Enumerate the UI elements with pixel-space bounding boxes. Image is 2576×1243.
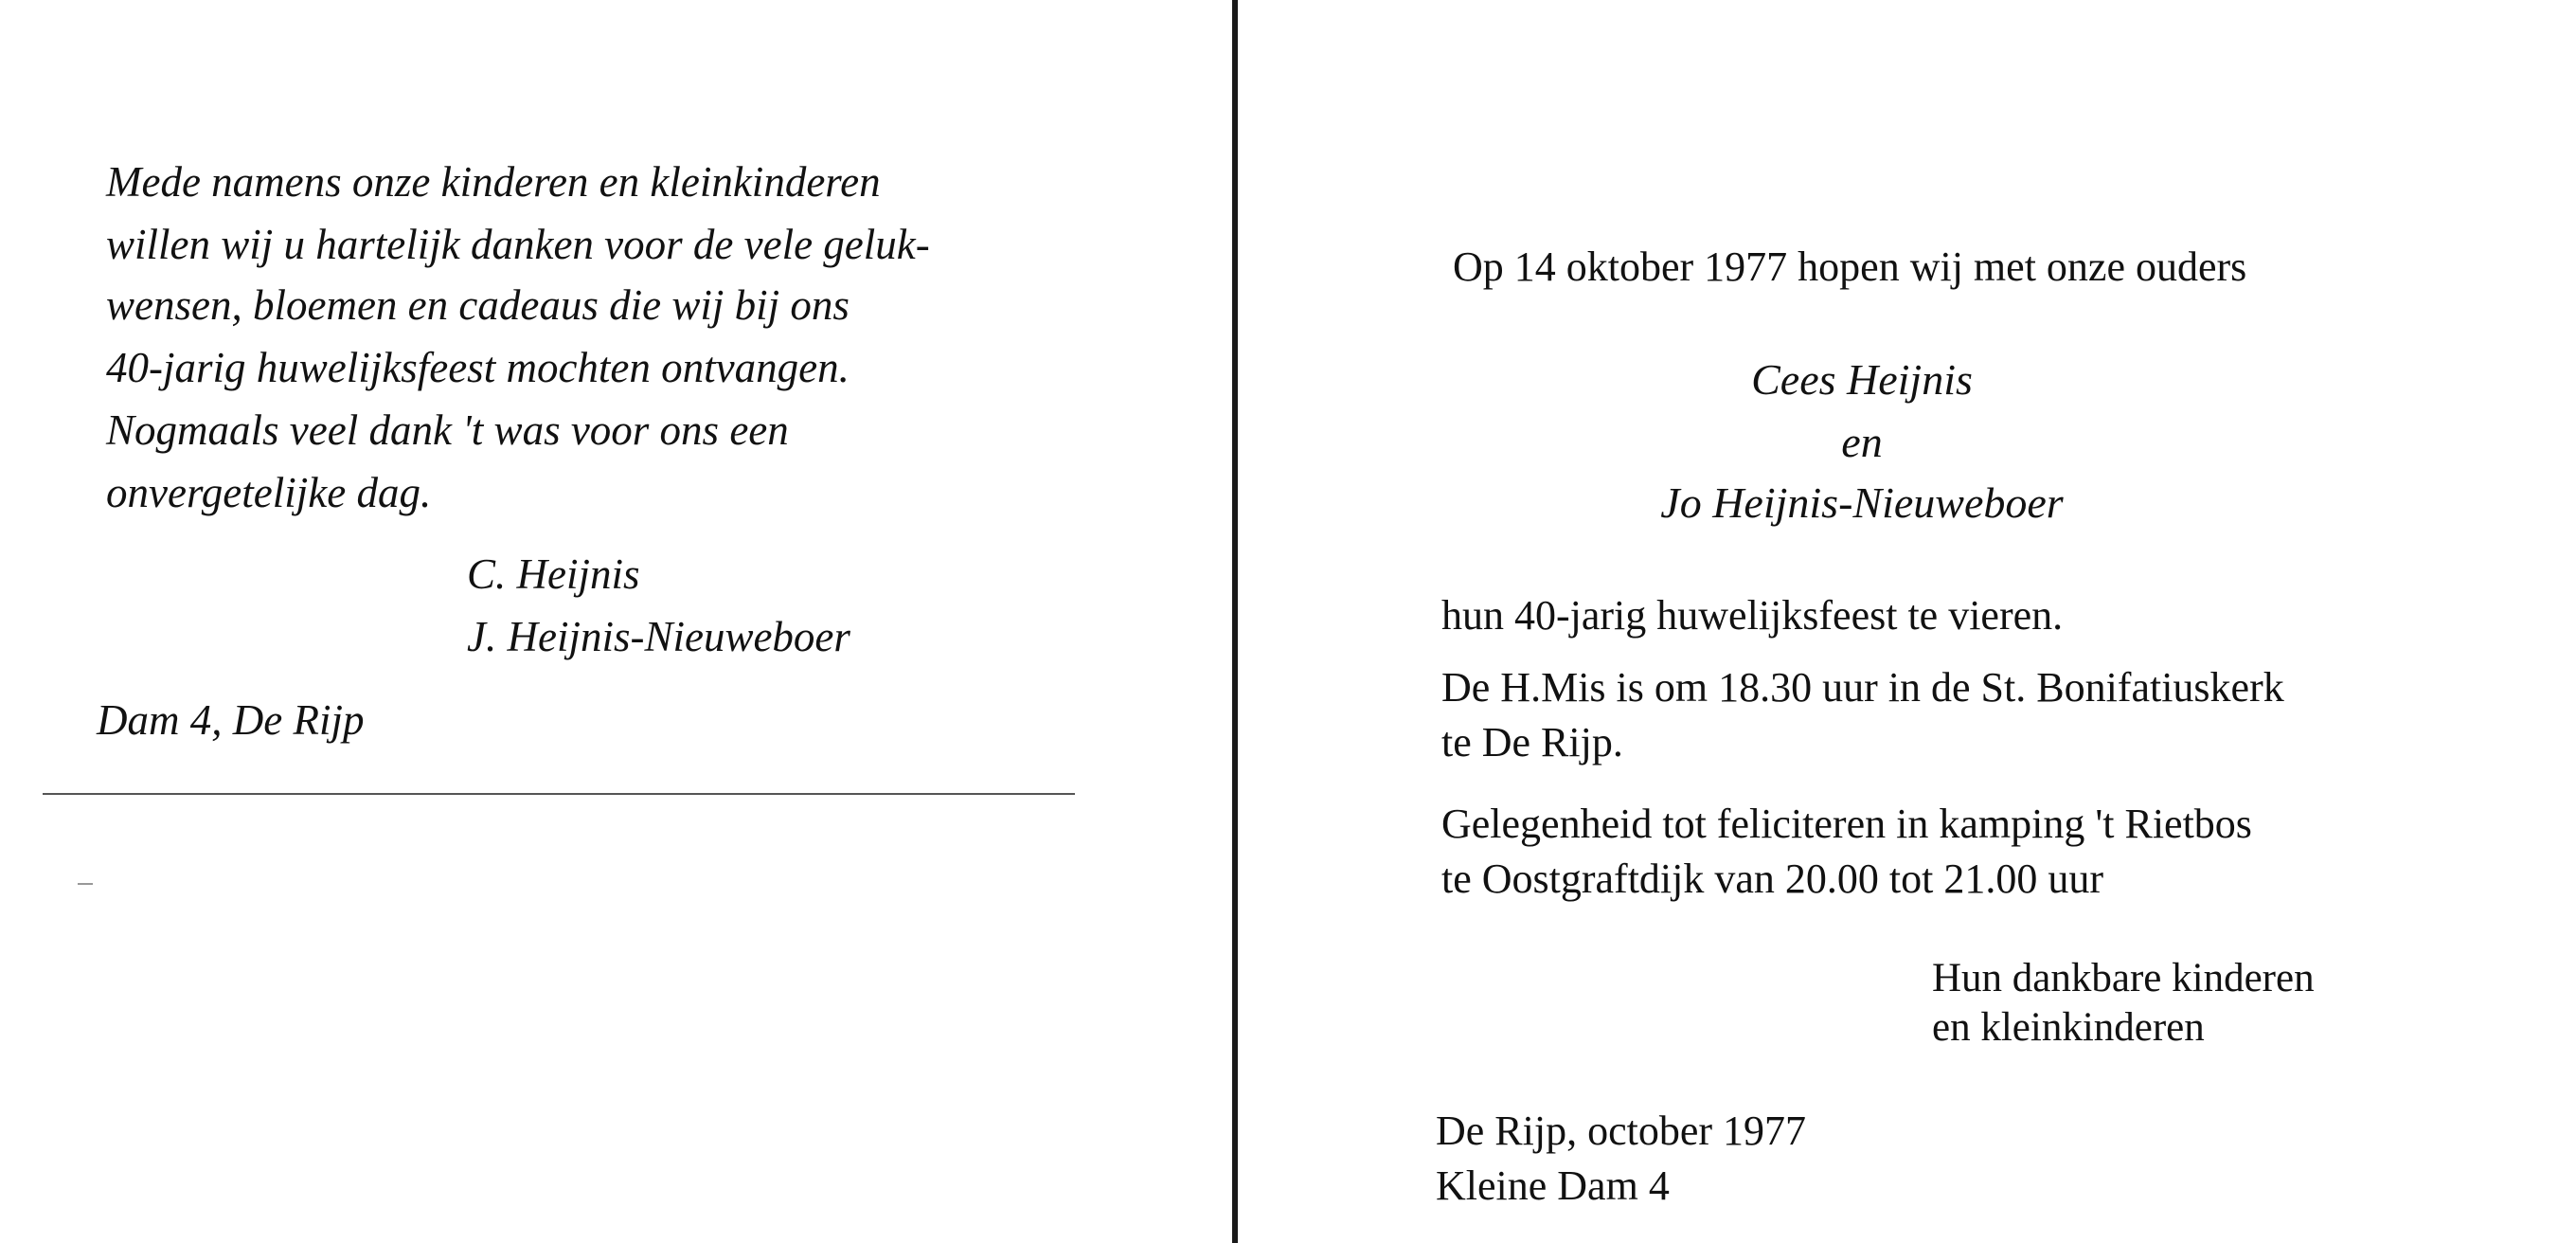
name-husband: Cees Heijnis [1751, 355, 1973, 404]
signed-by-line: Hun dankbare kinderen [1932, 956, 2315, 1000]
section-divider-rule [43, 793, 1075, 795]
occasion-text: hun 40-jarig huwelijksfeest te vieren. [1441, 592, 2064, 639]
mass-line: De H.Mis is om 18.30 uur in de St. Bonifatiuskerk [1441, 664, 2284, 711]
signed-by-line: en kleinkinderen [1932, 1005, 2205, 1050]
thank-you-message-line: Nogmaals veel dank 't was voor ons een [106, 406, 789, 454]
thank-you-message-line: willen wij u hartelijk danken voor de vele geluk- [106, 221, 930, 268]
thank-you-message-line: onvergetelijke dag. [106, 469, 432, 516]
card-divider-line [1232, 0, 1238, 1243]
invitation-card [1243, 0, 2576, 1243]
print-speck [78, 883, 93, 885]
reception-line: Gelegenheid tot feliciteren in kamping 't Rietbos [1441, 801, 2252, 847]
reception-line: te Oostgraftdijk van 20.00 tot 21.00 uur [1441, 856, 2104, 902]
thank-you-card [0, 0, 1231, 1243]
name-conjunction: en [1841, 418, 1883, 466]
invitation-intro: Op 14 oktober 1977 hopen wij met onze ouders [1453, 243, 2247, 290]
signature-husband: C. Heijnis [467, 550, 640, 598]
thank-you-message-line: wensen, bloemen en cadeaus die wij bij ons [106, 281, 850, 329]
sender-address: Dam 4, De Rijp [97, 696, 365, 744]
street-address: Kleine Dam 4 [1436, 1162, 1670, 1209]
place-date: De Rijp, october 1977 [1436, 1108, 1807, 1154]
thank-you-message-line: Mede namens onze kinderen en kleinkinderen [106, 158, 881, 206]
mass-line: te De Rijp. [1441, 719, 1623, 766]
name-wife: Jo Heijnis-Nieuweboer [1660, 478, 2064, 527]
signature-wife: J. Heijnis-Nieuweboer [467, 613, 850, 660]
thank-you-message-line: 40-jarig huwelijksfeest mochten ontvangen. [106, 344, 850, 391]
